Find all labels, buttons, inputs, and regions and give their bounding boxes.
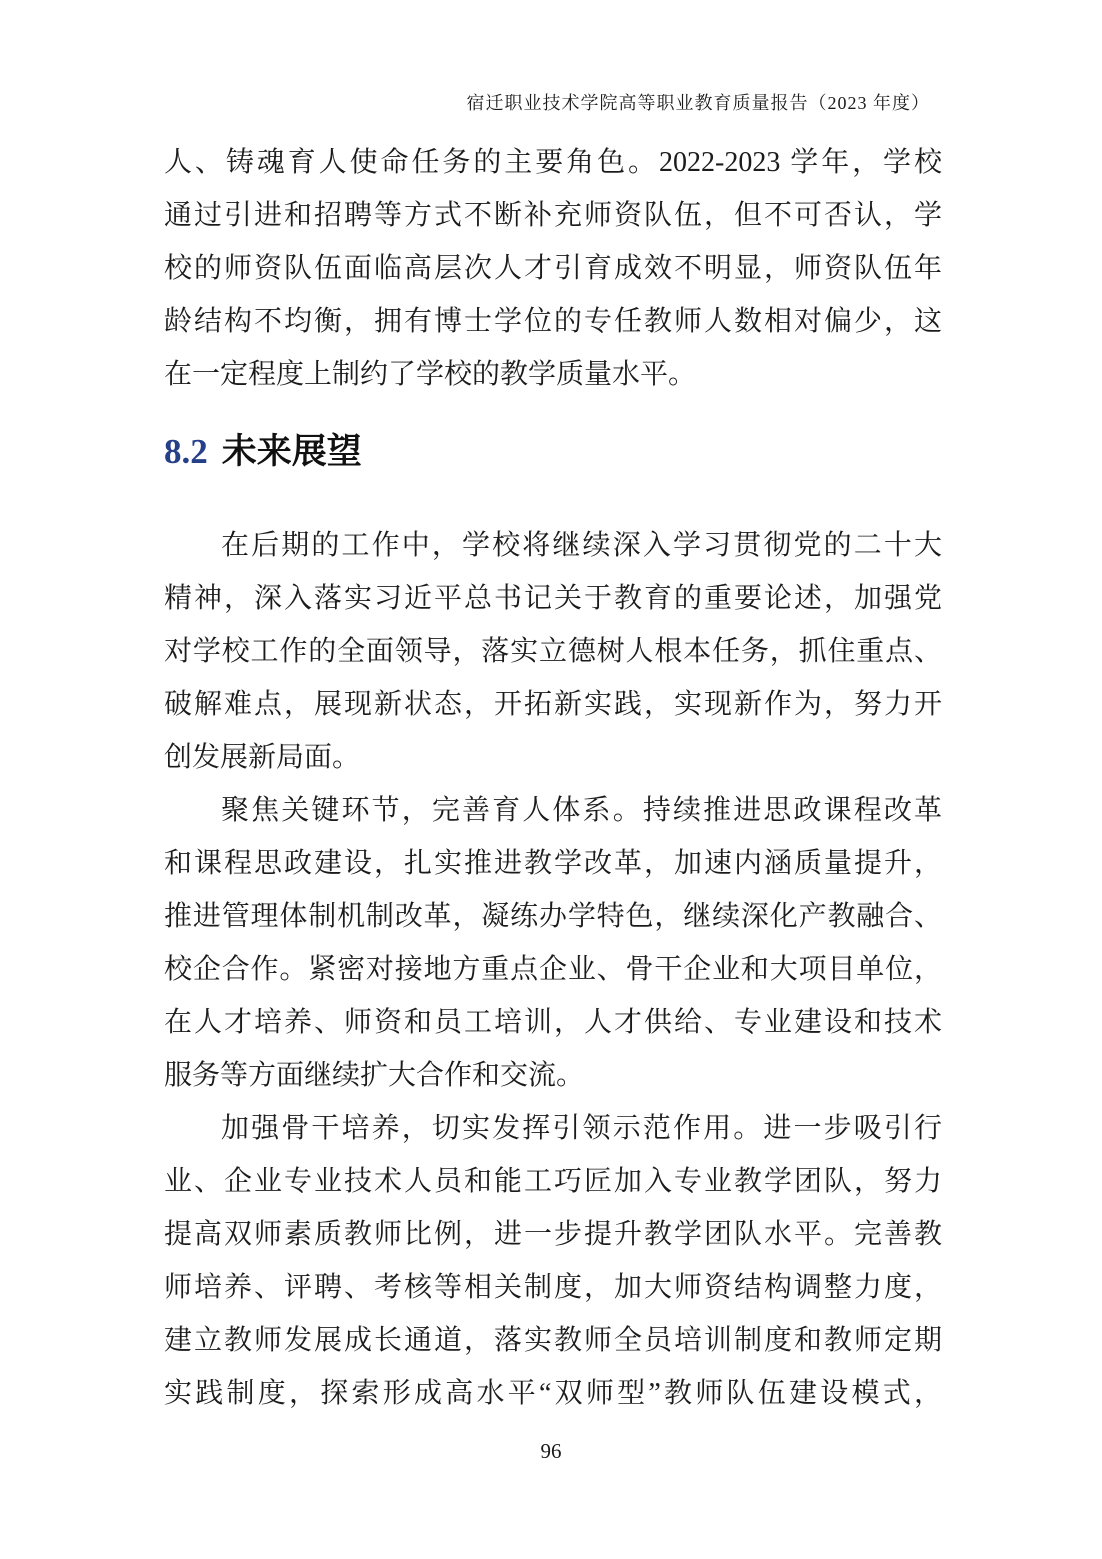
text-line: 精神，深入落实习近平总书记关于教育的重要论述，加强党: [164, 583, 942, 614]
text-line: 建立教师发展成长通道，落实教师全员培训制度和教师定期: [164, 1325, 942, 1356]
text-line: 破解难点，展现新状态，开拓新实践，实现新作为，努力开: [164, 689, 942, 720]
document-content: [164, 136, 942, 1420]
text-line: 业、企业专业技术人员和能工巧匠加入专业教学团队，努力: [164, 1166, 942, 1197]
text-line: 对学校工作的全面领导，落实立德树人根本任务，抓住重点、: [164, 636, 942, 667]
text-line: 龄结构不均衡，拥有博士学位的专任教师人数相对偏少，这: [164, 306, 942, 337]
text-line: 通过引进和招聘等方式不断补充师资队伍，但不可否认，学: [164, 200, 942, 231]
section-heading-number: 8.2: [164, 432, 208, 471]
text-line: 和课程思政建设，扎实推进教学改革，加速内涵质量提升，: [164, 848, 942, 879]
text-line: 服务等方面继续扩大合作和交流。: [164, 1060, 585, 1091]
running-header: 宿迁职业技术学院高等职业教育质量报告（2023 年度）: [466, 93, 930, 113]
text-line: 推进管理体制机制改革，凝练办学特色，继续深化产教融合、: [164, 901, 942, 932]
section-heading-title: 未来展望: [221, 432, 362, 471]
text-line: 人、铸魂育人使命任务的主要角色。2022-2023 学年，学校: [164, 147, 942, 178]
text-line: 校企合作。紧密对接地方重点企业、骨干企业和大项目单位，: [164, 954, 942, 985]
paragraph: [164, 519, 942, 784]
text-line: 加强骨干培养，切实发挥引领示范作用。进一步吸引行: [221, 1113, 942, 1144]
text-line: 在人才培养、师资和员工培训，人才供给、专业建设和技术: [164, 1007, 942, 1038]
paragraph: [164, 1102, 942, 1420]
text-line: 在后期的工作中，学校将继续深入学习贯彻党的二十大: [221, 530, 942, 561]
section-heading: [164, 425, 942, 479]
page-number: 96: [540, 1439, 562, 1463]
text-line: 实践制度，探索形成高水平“双师型”教师队伍建设模式，: [164, 1378, 942, 1409]
text-line: 提高双师素质教师比例，进一步提升教学团队水平。完善教: [164, 1219, 942, 1250]
text-line: 创发展新局面。: [164, 742, 361, 773]
text-line: 师培养、评聘、考核等相关制度，加大师资结构调整力度，: [164, 1272, 942, 1303]
text-line: 在一定程度上制约了学校的教学质量水平。: [164, 359, 697, 390]
paragraph: [164, 784, 942, 1102]
text-line: 校的师资队伍面临高层次人才引育成效不明显，师资队伍年: [164, 253, 942, 284]
text-line: 聚焦关键环节，完善育人体系。持续推进思政课程改革: [221, 795, 942, 826]
paragraph-continued: [164, 136, 942, 401]
